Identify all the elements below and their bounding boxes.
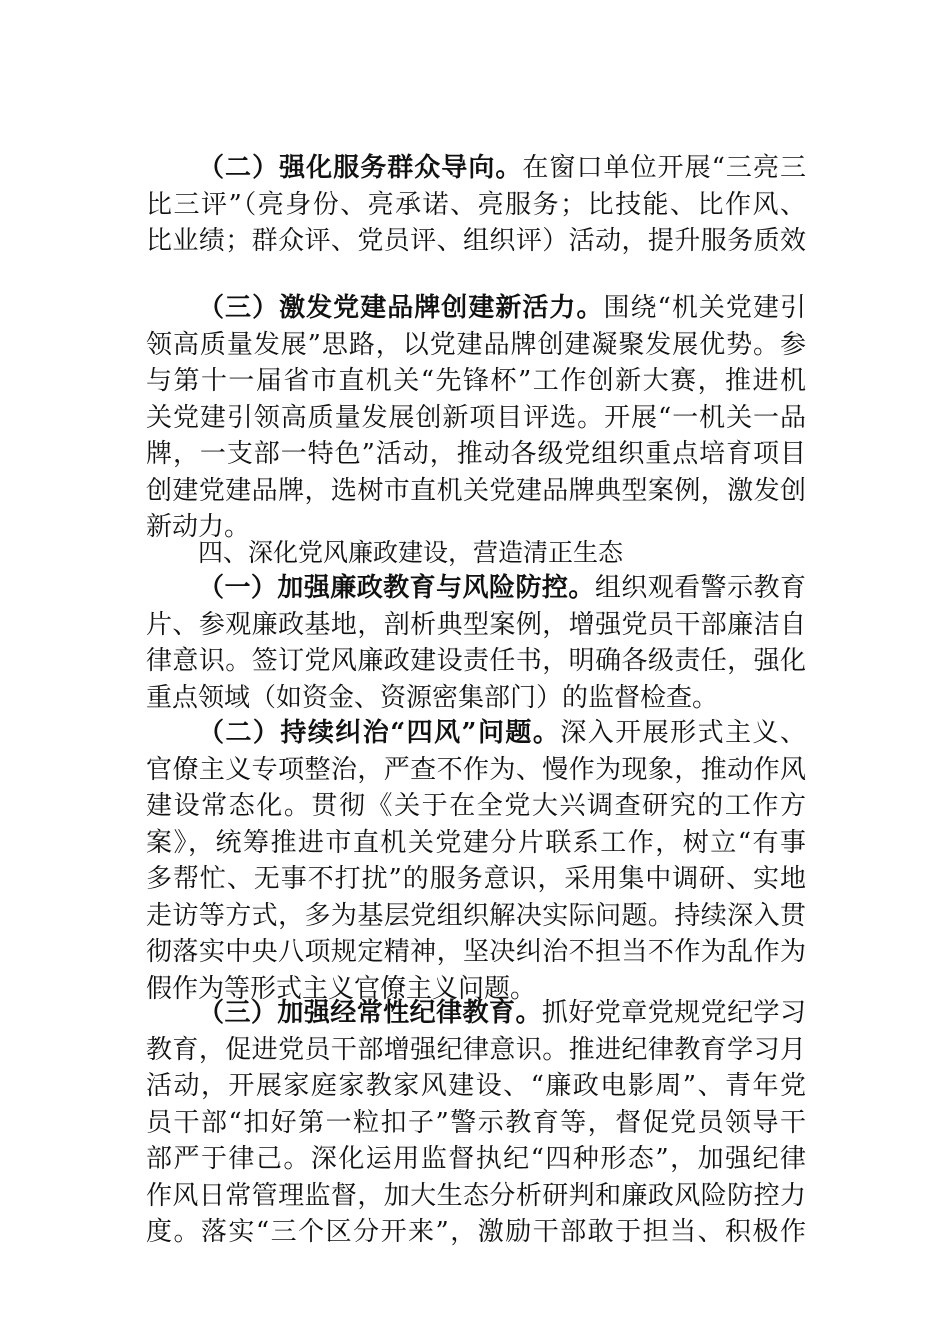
text-line	[146, 223, 806, 260]
text-line	[146, 363, 806, 400]
text-line	[146, 150, 806, 187]
text-line	[146, 788, 806, 825]
text-line	[146, 327, 806, 364]
line-text: 重点领域（如资金、资源密集部门）的监督检查。	[146, 682, 719, 713]
paragraph-lead: （二）持续纠治“四风”问题。	[198, 718, 561, 748]
line-text: 领高质量发展”思路，以党建品牌创建凝聚发展优势。参	[146, 329, 806, 360]
line-text: 四、深化党风廉政建设，营造清正生态	[198, 538, 624, 567]
text-line	[146, 400, 806, 437]
line-text: 新动力。	[146, 512, 251, 542]
line-text: 活动，开展家庭家教家风建设、“廉政电影周”、青年党	[146, 1071, 806, 1101]
body-paragraph	[146, 570, 806, 716]
line-text: 部严于律己。深化运用监督执纪“四种形态”，加强纪律	[146, 1144, 806, 1174]
line-text: 多帮忙、无事不打扰”的服务意识，采用集中调研、实地	[146, 864, 806, 894]
line-text: 比三评”（亮身份、亮承诺、亮服务；比技能、比作风、	[146, 189, 806, 220]
text-line	[146, 1214, 806, 1251]
text-line	[146, 607, 806, 644]
line-text: 组织观看警示教育	[594, 573, 806, 603]
text-line	[146, 715, 806, 752]
line-text: 建设常态化。贯彻《关于在全党大兴调查研究的工作方	[146, 791, 806, 821]
line-text: 抓好党章党规党纪学习	[541, 998, 806, 1028]
line-text: 员干部“扣好第一粒扣子”警示教育等，督促党员领导干	[146, 1107, 806, 1138]
line-text: 与第十一届省市直机关“先锋杯”工作创新大赛，推进机	[146, 366, 806, 396]
paragraph-lead: （二）强化服务群众导向。	[198, 153, 523, 183]
text-line	[146, 570, 806, 607]
text-line	[146, 1105, 806, 1142]
line-text: 案》，统筹推进市直机关党建分片联系工作，树立“有事	[146, 827, 806, 858]
text-line	[146, 680, 806, 717]
line-text: 假作为等形式主义官僚主义问题。	[146, 973, 537, 1004]
section-heading	[146, 535, 806, 572]
line-text: 走访等方式，多为基层党组织解决实际问题。持续深入贯	[146, 900, 806, 931]
text-line	[146, 473, 806, 510]
line-text: 作风日常管理监督，加大生态分析研判和廉政风险防控力	[146, 1180, 806, 1211]
line-text: 在窗口单位开展“三亮三	[522, 153, 806, 183]
text-line	[146, 1178, 806, 1215]
text-line	[146, 187, 806, 224]
line-text: 创建党建品牌，选树市直机关党建品牌典型案例，激发创	[146, 475, 806, 506]
line-text: 片、参观廉政基地，剖析典型案例，增强党员干部廉洁自	[146, 609, 806, 640]
text-line	[146, 1032, 806, 1069]
paragraph-lead: （一）加强廉政教育与风险防控。	[198, 573, 595, 603]
text-line	[146, 861, 806, 898]
text-line	[146, 825, 806, 862]
text-line	[146, 535, 806, 572]
line-text: 比业绩；群众评、党员评、组织评）活动，提升服务质效	[146, 226, 806, 256]
body-paragraph	[146, 290, 806, 546]
text-line	[146, 752, 806, 789]
line-text: 牌，一支部一特色”活动，推动各级党组织重点培育项目	[146, 439, 806, 469]
text-line	[146, 1141, 806, 1178]
line-text: 律意识。签订党风廉政建设责任书，明确各级责任，强化	[146, 646, 806, 676]
line-text: 彻落实中央八项规定精神，坚决纠治不担当不作为乱作为	[146, 937, 806, 967]
line-text: 深入开展形式主义、	[560, 718, 806, 748]
text-line	[146, 436, 806, 473]
paragraph-lead: （三）激发党建品牌创建新活力。	[198, 293, 604, 323]
text-line	[146, 1068, 806, 1105]
line-text: 围绕“机关党建引	[603, 293, 806, 323]
paragraph-lead: （三）加强经常性纪律教育。	[198, 998, 542, 1028]
text-line	[146, 898, 806, 935]
body-paragraph	[146, 995, 806, 1251]
body-paragraph	[146, 150, 806, 260]
line-text: 度。落实“三个区分开来”，激励干部敢于担当、积极作	[146, 1217, 806, 1247]
line-text: 关党建引领高质量发展创新项目评选。开展“一机关一品	[146, 402, 806, 433]
line-text: 官僚主义专项整治，严查不作为、慢作为现象，推动作风	[146, 754, 806, 785]
text-line	[146, 290, 806, 327]
text-line	[146, 995, 806, 1032]
text-line	[146, 643, 806, 680]
text-line	[146, 934, 806, 971]
line-text: 教育，促进党员干部增强纪律意识。推进纪律教育学习月	[146, 1034, 806, 1065]
body-paragraph	[146, 715, 806, 1007]
